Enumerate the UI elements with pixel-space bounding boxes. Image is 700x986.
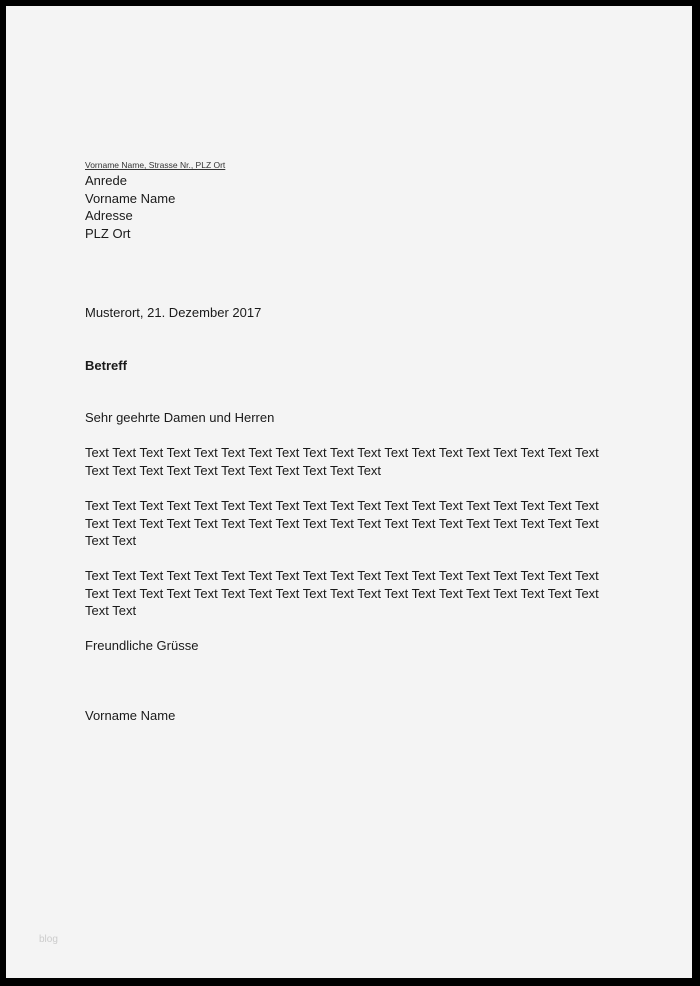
- recipient-city: PLZ Ort: [85, 226, 131, 241]
- watermark: blog: [39, 934, 58, 945]
- paragraph-2: [85, 497, 599, 550]
- recipient-name: Vorname Name: [85, 191, 176, 206]
- paragraph-line: Text Text Text Text Text Text Text Text Text Text Text Text Text Text Text Text Text Text Text: [85, 515, 599, 531]
- paragraph-line: Text Text Text Text Text Text Text Text Text Text Text: [85, 462, 382, 478]
- paragraph-3: [85, 567, 599, 620]
- subject: Betreff: [85, 358, 127, 373]
- paragraph-line: Text Text: [85, 533, 137, 548]
- recipient-address: Adresse: [85, 208, 133, 223]
- date-line: Musterort, 21. Dezember 2017: [85, 305, 262, 320]
- letter-page: [6, 6, 692, 978]
- paragraph-1: [85, 444, 599, 479]
- salutation: Sehr geehrte Damen und Herren: [85, 410, 275, 425]
- paragraph-line: Text Text Text Text Text Text Text Text Text Text Text Text Text Text Text Text Text Text Text: [85, 585, 599, 601]
- recipient-salutation: Anrede: [85, 173, 127, 188]
- paragraph-line: Text Text Text Text Text Text Text Text Text Text Text Text Text Text Text Text Text Text Text: [85, 498, 599, 513]
- signature: Vorname Name: [85, 708, 176, 723]
- paragraph-line: Text Text Text Text Text Text Text Text Text Text Text Text Text Text Text Text Text Text Text: [85, 445, 599, 460]
- paragraph-line: Text Text: [85, 603, 137, 618]
- paragraph-line: Text Text Text Text Text Text Text Text Text Text Text Text Text Text Text Text Text Text Text: [85, 568, 599, 583]
- sender-line: Vorname Name, Strasse Nr., PLZ Ort: [85, 160, 226, 170]
- closing: Freundliche Grüsse: [85, 638, 199, 653]
